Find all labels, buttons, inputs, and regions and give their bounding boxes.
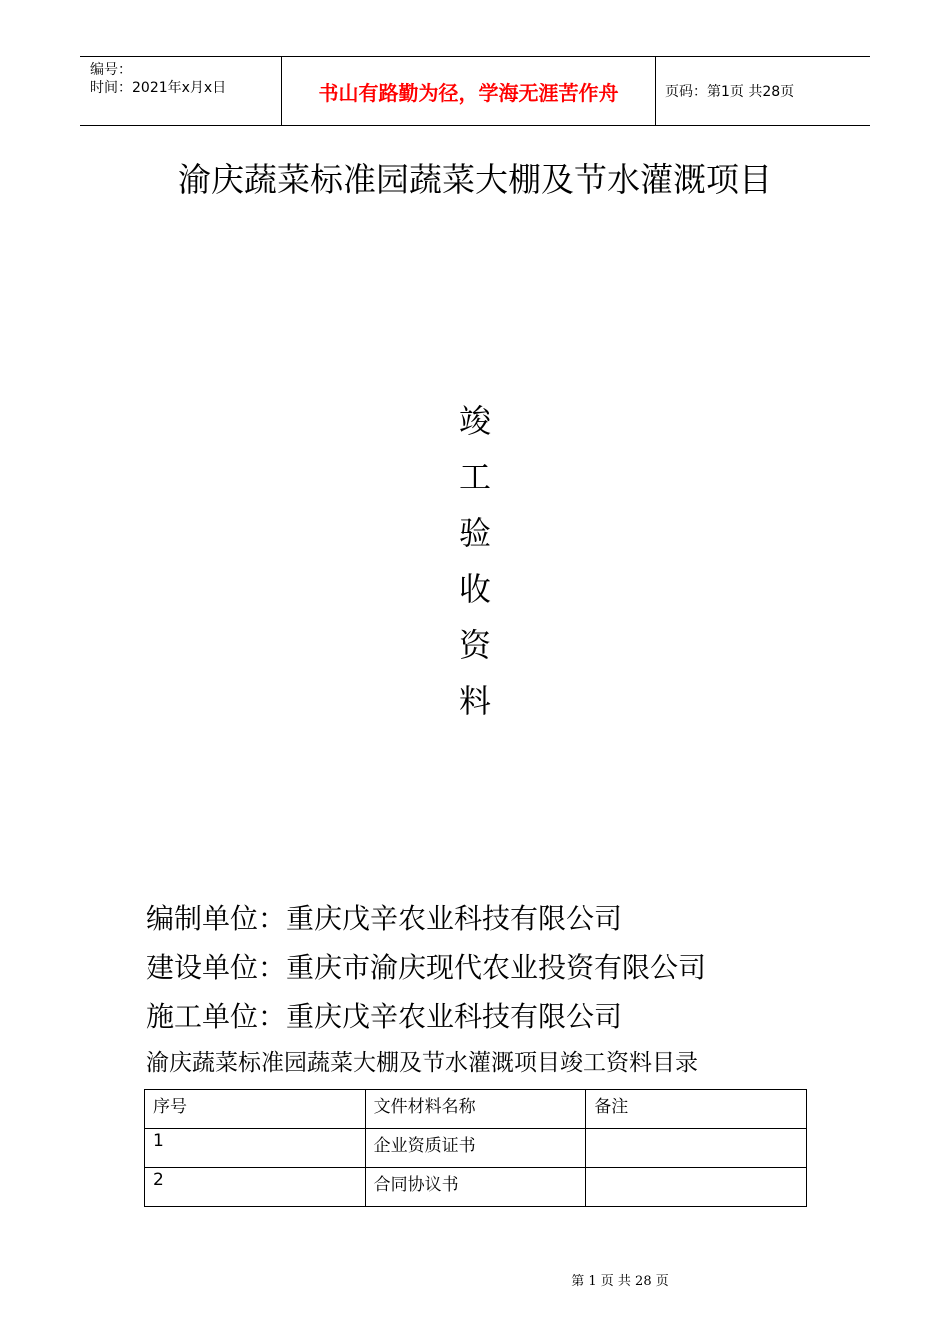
toc-cell-number bbox=[145, 1168, 366, 1207]
unit-list bbox=[146, 898, 706, 1045]
toc-header-cell: 备注 bbox=[586, 1090, 807, 1129]
page-footer: 第 1 页 共 28 页 bbox=[571, 1274, 669, 1289]
row-number: 2 bbox=[153, 1170, 164, 1190]
row-number: 1 bbox=[153, 1131, 164, 1151]
code-label: 编号： bbox=[90, 62, 132, 78]
toc-cell-name: 合同协议书 bbox=[365, 1168, 586, 1207]
vertical-title-char: 料 bbox=[458, 682, 491, 720]
page-header bbox=[80, 56, 870, 126]
unit-contractor: 施工单位：重庆戊辛农业科技有限公司 bbox=[146, 1000, 623, 1033]
toc-title: 渝庆蔬菜标准园蔬菜大棚及节水灌溉项目竣工资料目录 bbox=[146, 1050, 698, 1076]
table-row bbox=[145, 1129, 807, 1168]
toc-header-cell: 序号 bbox=[145, 1090, 366, 1129]
header-page-info: 页码：第1页 共28页 bbox=[665, 84, 795, 100]
toc-table bbox=[144, 1089, 807, 1207]
header-meta bbox=[80, 57, 281, 125]
vertical-title-char: 验 bbox=[458, 514, 491, 552]
vertical-title-char: 竣 bbox=[458, 402, 491, 440]
unit-compiler: 编制单位：重庆戊辛农业科技有限公司 bbox=[146, 902, 623, 935]
table-row bbox=[145, 1168, 807, 1207]
vertical-title bbox=[445, 393, 505, 729]
time-label: 时间：2021年x月x日 bbox=[90, 80, 227, 96]
toc-cell-name: 企业资质证书 bbox=[365, 1129, 586, 1168]
vertical-title-char: 工 bbox=[458, 458, 491, 496]
header-motto: 书山有路勤为径，学海无涯苦作舟 bbox=[281, 57, 656, 125]
toc-header-cell: 文件材料名称 bbox=[365, 1090, 586, 1129]
document-title: 渝庆蔬菜标准园蔬菜大棚及节水灌溉项目 bbox=[178, 160, 772, 199]
toc-cell-note bbox=[586, 1168, 807, 1207]
toc-cell-note bbox=[586, 1129, 807, 1168]
toc-header-row bbox=[145, 1090, 807, 1129]
vertical-title-char: 收 bbox=[458, 570, 491, 608]
toc-cell-number bbox=[145, 1129, 366, 1168]
unit-builder: 建设单位：重庆市渝庆现代农业投资有限公司 bbox=[146, 951, 707, 984]
vertical-title-char: 资 bbox=[458, 626, 491, 664]
